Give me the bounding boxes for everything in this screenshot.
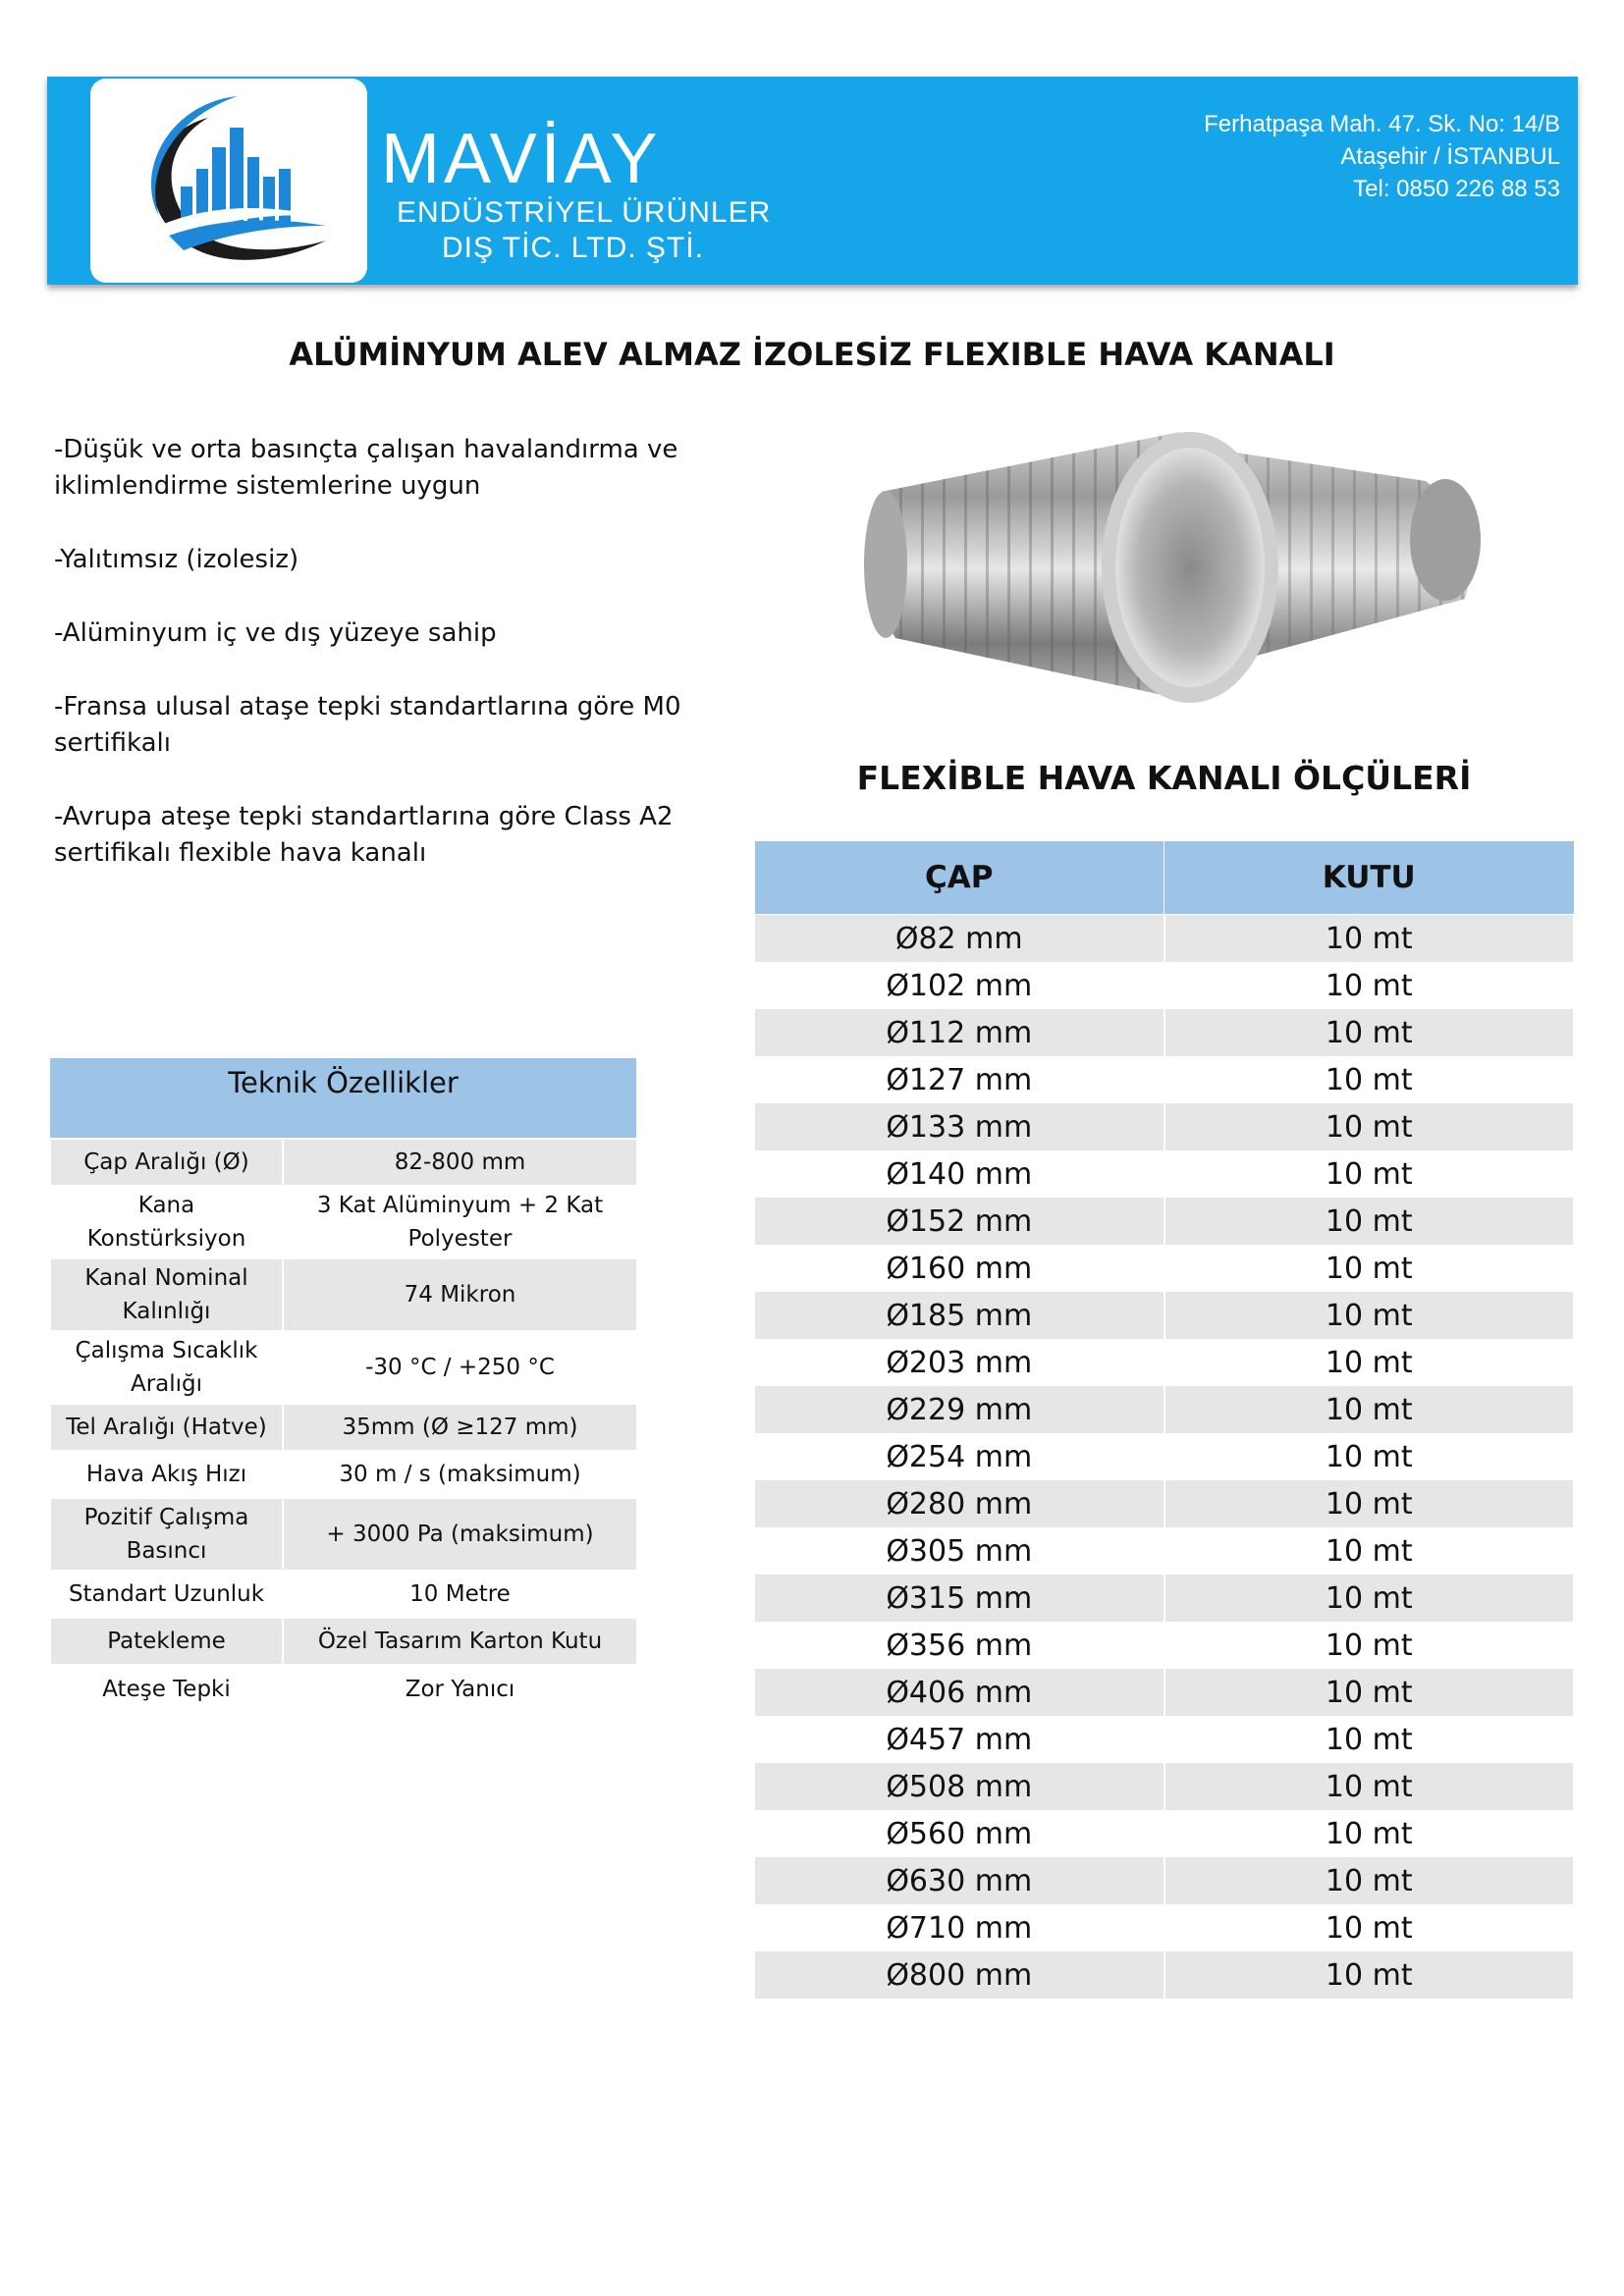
cell-box: 10 mt xyxy=(1164,1716,1575,1763)
spec-value: + 3000 Pa (maksimum) xyxy=(283,1498,636,1571)
cell-box: 10 mt xyxy=(1164,1951,1575,1999)
table-row xyxy=(754,1103,1574,1150)
technical-specs-table xyxy=(49,1058,636,1712)
spec-label: Hava Akış Hızı xyxy=(50,1451,283,1498)
cell-box: 10 mt xyxy=(1164,1810,1575,1857)
spec-label: Ateşe Tepki xyxy=(50,1665,283,1712)
table-row xyxy=(50,1665,636,1712)
spec-label: Kanal Nominal Kalınlığı xyxy=(50,1258,283,1331)
table-row xyxy=(754,1480,1574,1527)
cell-diameter: Ø127 mm xyxy=(754,1056,1164,1103)
brand-name: MAVİAY xyxy=(381,120,662,198)
table-row xyxy=(50,1571,636,1618)
cell-diameter: Ø254 mm xyxy=(754,1433,1164,1480)
cell-box: 10 mt xyxy=(1164,1292,1575,1339)
cell-box: 10 mt xyxy=(1164,1386,1575,1433)
column-header-diameter: ÇAP xyxy=(754,841,1164,915)
sizes-title: FLEXİBLE HAVA KANALI ÖLÇÜLERİ xyxy=(856,759,1472,797)
table-row xyxy=(50,1451,636,1498)
spec-label: Tel Aralığı (Hatve) xyxy=(50,1404,283,1451)
cell-diameter: Ø406 mm xyxy=(754,1669,1164,1716)
feature-item: -Avrupa ateşe tepki standartlarına göre Class A2 sertifikalı flexible hava kanalı xyxy=(54,802,674,868)
document-title: ALÜMİNYUM ALEV ALMAZ İZOLESİZ FLEXIBLE HAVA KANALI xyxy=(289,336,1335,373)
cell-diameter: Ø112 mm xyxy=(754,1009,1164,1056)
table-row xyxy=(50,1498,636,1571)
cell-diameter: Ø185 mm xyxy=(754,1292,1164,1339)
table-row xyxy=(754,1198,1574,1245)
spec-label: Çalışma Sıcaklık Aralığı xyxy=(50,1331,283,1404)
spec-value: 10 Metre xyxy=(283,1571,636,1618)
cell-diameter: Ø356 mm xyxy=(754,1622,1164,1669)
cell-diameter: Ø133 mm xyxy=(754,1103,1164,1150)
cell-diameter: Ø82 mm xyxy=(754,915,1164,963)
spec-label: Pozitif Çalışma Basıncı xyxy=(50,1498,283,1571)
spec-value: 82-800 mm xyxy=(283,1139,636,1186)
cell-box: 10 mt xyxy=(1164,1763,1575,1810)
cell-diameter: Ø160 mm xyxy=(754,1245,1164,1292)
brand-subtitle-1: ENDÜSTRİYEL ÜRÜNLER xyxy=(397,196,772,229)
spec-value: -30 °C / +250 °C xyxy=(283,1331,636,1404)
spec-value: 30 m / s (maksimum) xyxy=(283,1451,636,1498)
cell-box: 10 mt xyxy=(1164,1245,1575,1292)
spec-value: Zor Yanıcı xyxy=(283,1665,636,1712)
spec-label: Kana Konstürksiyon xyxy=(50,1186,283,1258)
cell-box: 10 mt xyxy=(1164,1198,1575,1245)
cell-box: 10 mt xyxy=(1164,1103,1575,1150)
table-row xyxy=(50,1331,636,1404)
company-logo xyxy=(90,79,367,283)
cell-diameter: Ø203 mm xyxy=(754,1339,1164,1386)
table-row xyxy=(754,1056,1574,1103)
address-line-1: Ferhatpaşa Mah. 47. Sk. No: 14/B xyxy=(1204,111,1560,137)
table-row xyxy=(754,1433,1574,1480)
spec-label: Patekleme xyxy=(50,1618,283,1665)
table-header-row xyxy=(754,841,1574,915)
cell-diameter: Ø710 mm xyxy=(754,1904,1164,1951)
cell-diameter: Ø560 mm xyxy=(754,1810,1164,1857)
spec-value: 3 Kat Alüminyum + 2 Kat Polyester xyxy=(283,1186,636,1258)
address-line-2: Ataşehir / İSTANBUL xyxy=(1340,143,1560,170)
header-banner xyxy=(47,77,1578,285)
cell-diameter: Ø140 mm xyxy=(754,1150,1164,1198)
technical-specs-title: Teknik Özellikler xyxy=(50,1058,636,1139)
table-row xyxy=(754,1527,1574,1575)
brand-subtitle-2: DIŞ TİC. LTD. ŞTİ. xyxy=(442,232,704,264)
table-row xyxy=(754,1386,1574,1433)
cell-diameter: Ø315 mm xyxy=(754,1575,1164,1622)
table-row xyxy=(754,1669,1574,1716)
table-row xyxy=(754,1575,1574,1622)
cell-box: 10 mt xyxy=(1164,1433,1575,1480)
cell-diameter: Ø457 mm xyxy=(754,1716,1164,1763)
table-row xyxy=(754,1150,1574,1198)
table-row xyxy=(50,1404,636,1451)
table-row xyxy=(754,1763,1574,1810)
spec-label: Standart Uzunluk xyxy=(50,1571,283,1618)
feature-item: -Düşük ve orta basınçta çalışan havalandırma ve iklimlendirme sistemlerine uygun xyxy=(54,435,678,501)
phone-number: Tel: 0850 226 88 53 xyxy=(1353,176,1560,202)
cell-box: 10 mt xyxy=(1164,962,1575,1009)
table-row xyxy=(50,1258,636,1331)
flexible-duct-image xyxy=(856,422,1485,717)
cell-diameter: Ø152 mm xyxy=(754,1198,1164,1245)
table-row xyxy=(754,1904,1574,1951)
cell-box: 10 mt xyxy=(1164,1575,1575,1622)
table-row xyxy=(754,1857,1574,1904)
cell-diameter: Ø280 mm xyxy=(754,1480,1164,1527)
table-row xyxy=(50,1186,636,1258)
spec-value: 74 Mikron xyxy=(283,1258,636,1331)
cell-box: 10 mt xyxy=(1164,915,1575,963)
cell-box: 10 mt xyxy=(1164,1527,1575,1575)
table-row xyxy=(50,1139,636,1186)
feature-item: -Yalıtımsız (izolesiz) xyxy=(54,545,299,574)
feature-list xyxy=(54,432,761,909)
company-address xyxy=(1204,108,1560,205)
cell-box: 10 mt xyxy=(1164,1056,1575,1103)
table-row xyxy=(754,1009,1574,1056)
cell-box: 10 mt xyxy=(1164,1480,1575,1527)
sizes-table xyxy=(753,840,1575,1999)
table-row xyxy=(754,1810,1574,1857)
cell-diameter: Ø630 mm xyxy=(754,1857,1164,1904)
cell-box: 10 mt xyxy=(1164,1904,1575,1951)
table-row xyxy=(754,1339,1574,1386)
table-row xyxy=(50,1618,636,1665)
table-row xyxy=(754,1716,1574,1763)
cell-box: 10 mt xyxy=(1164,1669,1575,1716)
cell-box: 10 mt xyxy=(1164,1339,1575,1386)
table-header-row xyxy=(50,1058,636,1139)
spec-label: Çap Aralığı (Ø) xyxy=(50,1139,283,1186)
cell-diameter: Ø305 mm xyxy=(754,1527,1164,1575)
cell-diameter: Ø508 mm xyxy=(754,1763,1164,1810)
table-row xyxy=(754,1245,1574,1292)
spec-value: Özel Tasarım Karton Kutu xyxy=(283,1618,636,1665)
logo-emblem-icon xyxy=(90,79,367,283)
spec-value: 35mm (Ø ≥127 mm) xyxy=(283,1404,636,1451)
table-row xyxy=(754,962,1574,1009)
table-row xyxy=(754,1292,1574,1339)
cell-box: 10 mt xyxy=(1164,1009,1575,1056)
cell-box: 10 mt xyxy=(1164,1622,1575,1669)
cell-diameter: Ø102 mm xyxy=(754,962,1164,1009)
cell-box: 10 mt xyxy=(1164,1150,1575,1198)
cell-diameter: Ø800 mm xyxy=(754,1951,1164,1999)
table-row xyxy=(754,1622,1574,1669)
cell-box: 10 mt xyxy=(1164,1857,1575,1904)
table-row xyxy=(754,915,1574,963)
column-header-box: KUTU xyxy=(1164,841,1575,915)
table-row xyxy=(754,1951,1574,1999)
feature-item: -Fransa ulusal ataşe tepki standartlarına göre M0 sertifikalı xyxy=(54,692,681,758)
feature-item: -Alüminyum iç ve dış yüzeye sahip xyxy=(54,618,497,648)
cell-diameter: Ø229 mm xyxy=(754,1386,1164,1433)
